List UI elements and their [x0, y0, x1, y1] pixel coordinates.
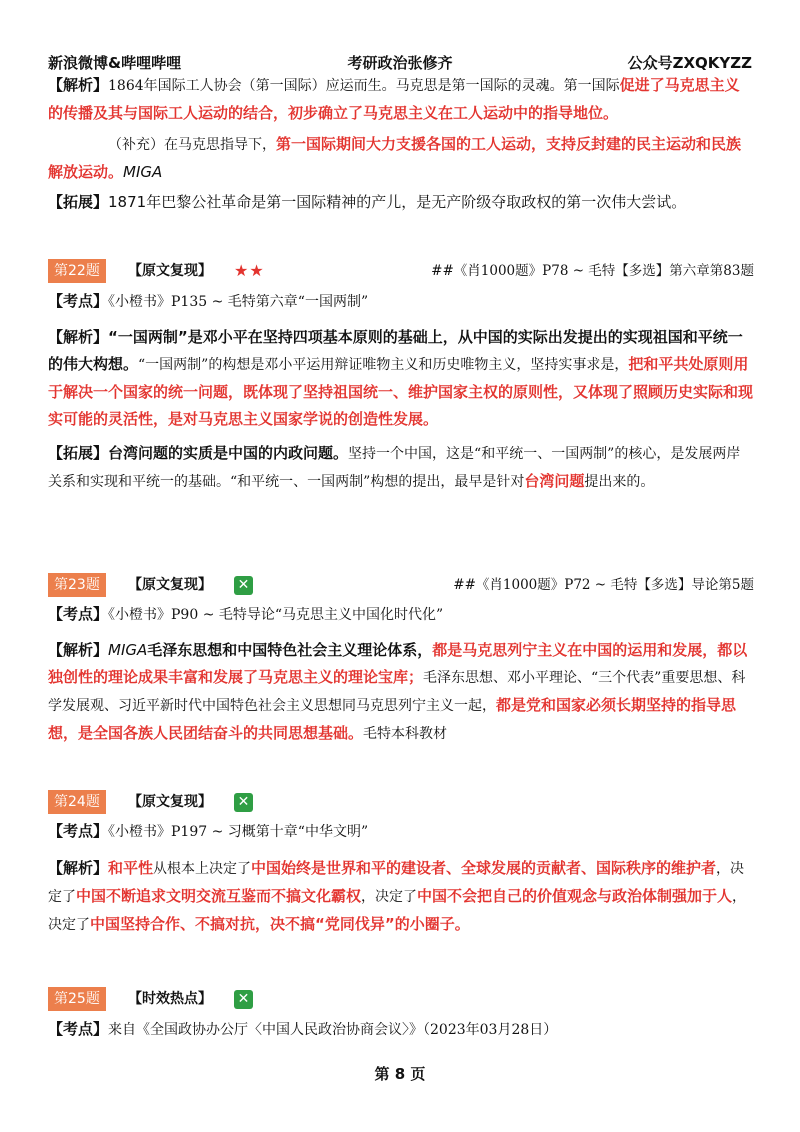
q22-stars: ★★ — [234, 261, 265, 280]
kaodian-text: 《小橙书》P90 ~ 毛特导论“马克思主义中国化时代化” — [108, 607, 444, 623]
q24-jiexi — [48, 855, 754, 939]
check-icon: ✕ — [234, 990, 253, 1009]
jiexi-p1: 从根本上决定了 — [153, 861, 252, 877]
jiexi-highlight-2: 都是党和国家必须长期坚持的指导思想，是全国各族人民团结奋斗的共同思想基础。 — [48, 696, 737, 742]
jiexi-r5: 中国坚持合作、不搞对抗，决不搞“党同伐异”的小圈子。 — [90, 915, 470, 933]
supplement-highlight: 第一国际期间大力支援各国的工人运动，支持反封建的民主运动和民族解放运动。 — [48, 135, 742, 181]
jiexi-tag: 【解析】 — [48, 328, 109, 346]
q24-type: 【原文复现】 — [128, 794, 212, 810]
q23-type: 【原文复现】 — [128, 577, 212, 593]
jiexi-text: “一国两制”的构想是邓小平运用辩证唯物主义和历史唯物主义，坚持实事求是， — [138, 357, 629, 373]
tuozhan-highlight: 台湾问题 — [524, 472, 585, 490]
kaodian-tag: 【考点】 — [48, 822, 109, 840]
q21-supplement — [48, 131, 754, 186]
q24-number: 第24题 — [48, 790, 106, 814]
q25-kaodian — [48, 1016, 754, 1044]
jiexi-tag: 【解析】 — [48, 641, 109, 659]
supplement-text: 在马克思指导下， — [164, 137, 276, 153]
jiexi-highlight: 促进了马克思主义的传播及其与国际工人运动的结合，初步确立了马克思主义在工人运动中的指导地位。 — [48, 76, 740, 122]
kaodian-tag: 【考点】 — [48, 605, 109, 623]
jiexi-r3: 中国不断追求文明交流互鉴而不搞文化霸权 — [76, 887, 362, 905]
q22-number: 第22题 — [48, 259, 106, 283]
kaodian-tag: 【考点】 — [48, 292, 109, 310]
q23-jiexi — [48, 637, 754, 748]
tuozhan-tag: 【拓展】 — [48, 444, 109, 462]
supplement-tag: （补充） — [108, 137, 164, 153]
q25-number: 第25题 — [48, 987, 106, 1011]
q23-kaodian — [48, 601, 754, 629]
q25-type: 【时效热点】 — [128, 991, 212, 1007]
tuozhan-text: 坚持一个中国，这是“和平统一、一国两制”的核心，是发展两岸关系和实现和平统一的基础。“和平统一、一国两制”构想的提出，最早是针对 — [48, 446, 741, 490]
supplement-note: MIGA — [123, 163, 163, 181]
header-right: 公众号ZXQKYZZ — [627, 54, 752, 72]
kaodian-text: 《小橙书》P135 ~ 毛特第六章“一国两制” — [108, 294, 369, 310]
q22-kaodian — [48, 288, 754, 316]
q21-tuozhan — [48, 189, 754, 216]
kaodian-tag: 【考点】 — [48, 1020, 109, 1038]
check-icon: ✕ — [234, 793, 253, 812]
jiexi-p2: ，决定了 — [48, 861, 745, 905]
q22-tuozhan — [48, 440, 754, 496]
jiexi-p4: ，决定了 — [48, 889, 747, 933]
q24-kaodian — [48, 818, 754, 846]
jiexi-bold: 毛泽东思想和中国特色社会主义理论体系， — [147, 641, 433, 659]
jiexi-bold: “一国两制”是邓小平在坚持四项基本原则的基础上，从中国的实际出发提出的实现祖国和平统一的伟大构想。 — [48, 328, 743, 373]
jiexi-text: 1864年国际工人协会（第一国际）应运而生。马克思是第一国际的灵魂。第一国际 — [108, 78, 620, 94]
q25-bar — [48, 987, 754, 1013]
jiexi-end: 毛特本科教材 — [363, 726, 448, 742]
page-number: 第 8 页 — [374, 1065, 426, 1083]
jiexi-note: MIGA — [108, 641, 148, 659]
q22-bar — [48, 259, 754, 285]
jiexi-p3: ，决定了 — [361, 889, 418, 905]
q22-type: 【原文复现】 — [128, 263, 212, 279]
kaodian-text: 《小橙书》P197 ~ 习概第十章“中华文明” — [108, 824, 369, 840]
q23-number: 第23题 — [48, 573, 106, 597]
q24-bar — [48, 790, 754, 816]
q23-source: ##《肖1000题》P72 ~ 毛特【多选】导论第5题 — [453, 577, 754, 593]
jiexi-highlight: 把和平共处原则用于解决一个国家的统一问题，既体现了坚持祖国统一、维护国家主权的原则性，又体现了照顾历史实际和现实可能的灵活性，是对马克思主义国家学说的创造性发展。 — [48, 355, 754, 428]
check-icon: ✕ — [234, 576, 253, 595]
jiexi-text: 毛泽东思想、邓小平理论、“三个代表”重要思想、科学发展观、习近平新时代中国特色社会主义思想同马克思列宁主义一起， — [48, 670, 746, 714]
kaodian-text: 来自《全国政协办公厅〈中国人民政治协商会议〉》（2023年03月28日） — [108, 1022, 558, 1038]
jiexi-highlight-1: 都是马克思列宁主义在中国的运用和发展，都以独创性的理论成果丰富和发展了马克思主义的理论宝库； — [48, 641, 748, 686]
jiexi-r2: 中国始终是世界和平的建设者、全球发展的贡献者、国际秩序的维护者 — [251, 859, 717, 877]
header-center: 考研政治张修齐 — [347, 54, 453, 72]
q22-source: ##《肖1000题》P78 ~ 毛特【多选】第六章第83题 — [431, 263, 754, 279]
q22-jiexi — [48, 324, 754, 433]
q23-bar — [48, 573, 754, 599]
header-left: 新浪微博&哔哩哔哩 — [48, 54, 182, 72]
q21-jiexi — [48, 72, 754, 127]
page-header — [48, 52, 752, 74]
jiexi-tag: 【解析】 — [48, 859, 109, 877]
jiexi-tag: 【解析】 — [48, 76, 109, 94]
jiexi-r1: 和平性 — [108, 859, 154, 877]
tuozhan-tag: 【拓展】 — [48, 193, 109, 211]
jiexi-r4: 中国不会把自己的价值观念与政治体制强加于人 — [417, 887, 733, 905]
tuozhan-bold: 台湾问题的实质是中国的内政问题。 — [108, 444, 349, 462]
tuozhan-end: 提出来的。 — [584, 474, 655, 490]
tuozhan-text: 1871年巴黎公社革命是第一国际精神的产儿，是无产阶级夺取政权的第一次伟大尝试。 — [108, 193, 687, 211]
